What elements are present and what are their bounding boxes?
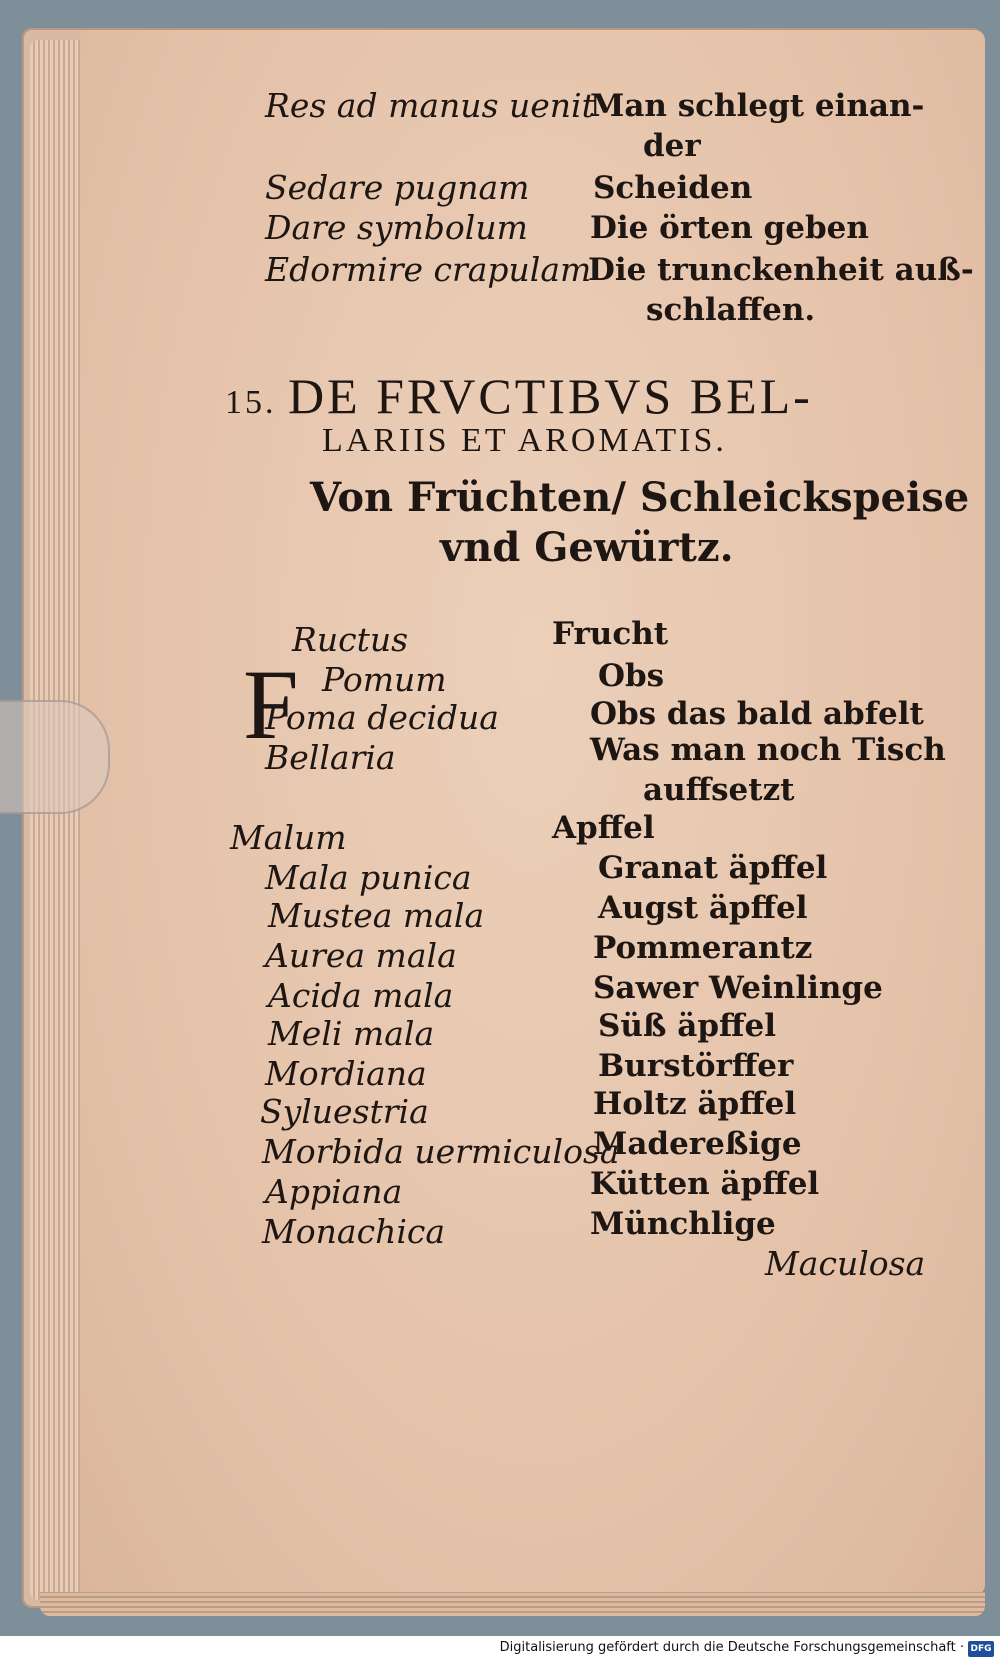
german-term: Frucht bbox=[552, 616, 669, 652]
german-term: Holtz äpffel bbox=[593, 1086, 797, 1122]
german-term: Man schlegt einan- bbox=[590, 88, 925, 124]
german-term: Münchlige bbox=[590, 1206, 776, 1242]
latin-term: Edormire crapulam bbox=[265, 250, 592, 289]
section-title-german-line2: vnd Gewürtz. bbox=[440, 524, 734, 571]
german-term-continuation: auffsetzt bbox=[643, 772, 795, 808]
german-term-continuation: schlaffen. bbox=[646, 292, 816, 328]
latin-term: Ructus bbox=[292, 620, 409, 659]
latin-term: Meli mala bbox=[268, 1014, 435, 1053]
latin-term: Monachica bbox=[262, 1212, 446, 1251]
latin-term: Mordiana bbox=[265, 1054, 427, 1093]
section-title-latin-line2: LARIIS ET AROMATIS. bbox=[322, 422, 727, 459]
latin-term: Malum bbox=[230, 818, 347, 857]
german-term: Madereßige bbox=[593, 1126, 802, 1162]
catchword: Maculosa bbox=[765, 1244, 926, 1283]
german-term-continuation: der bbox=[643, 128, 701, 164]
latin-term: Sedare pugnam bbox=[265, 168, 530, 207]
latin-term: Dare symbolum bbox=[265, 208, 528, 247]
page-stack-left bbox=[30, 40, 82, 1600]
german-term: Was man noch Tisch bbox=[590, 732, 946, 768]
german-term: Süß äpffel bbox=[598, 1008, 776, 1044]
german-term: Obs das bald abfelt bbox=[590, 696, 924, 732]
latin-term: Bellaria bbox=[265, 738, 396, 777]
page-stack-bottom bbox=[40, 1592, 985, 1616]
dfg-logo: DFG bbox=[968, 1641, 994, 1657]
page-clip bbox=[0, 700, 110, 814]
german-term: Obs bbox=[598, 658, 665, 694]
decorated-initial-letter: F bbox=[243, 649, 299, 760]
german-term: Burstörffer bbox=[598, 1048, 794, 1084]
latin-term: Morbida uermiculosa bbox=[262, 1132, 620, 1171]
section-number: 15. bbox=[225, 384, 277, 421]
german-term: Pommerantz bbox=[593, 930, 813, 966]
section-title-german-line1: Von Früchten/ Schleickspeise bbox=[310, 474, 970, 521]
latin-term: Aurea mala bbox=[265, 936, 457, 975]
latin-term: Acida mala bbox=[268, 976, 454, 1015]
latin-term: Appiana bbox=[265, 1172, 403, 1211]
german-term: Scheiden bbox=[593, 170, 753, 206]
footer-credit: Digitalisierung gefördert durch die Deutsche Forschungsgemeinschaft · bbox=[499, 1640, 964, 1655]
german-term: Augst äpffel bbox=[598, 890, 808, 926]
german-term: Sawer Weinlinge bbox=[593, 970, 883, 1006]
german-term: Die trunckenheit auß- bbox=[588, 252, 974, 288]
german-term: Die örten geben bbox=[590, 210, 869, 246]
latin-term: Poma decidua bbox=[265, 698, 499, 737]
german-term: Granat äpffel bbox=[598, 850, 828, 886]
latin-term: Res ad manus uenit bbox=[265, 86, 595, 125]
german-term: Kütten äpffel bbox=[590, 1166, 820, 1202]
latin-term: Syluestria bbox=[260, 1092, 429, 1131]
section-title-latin-line1: DE FRVCTIBVS BEL- bbox=[288, 368, 813, 424]
german-term: Apffel bbox=[552, 810, 655, 846]
latin-term: Mustea mala bbox=[268, 896, 485, 935]
latin-term: Pomum bbox=[322, 660, 447, 699]
latin-term: Mala punica bbox=[265, 858, 472, 897]
